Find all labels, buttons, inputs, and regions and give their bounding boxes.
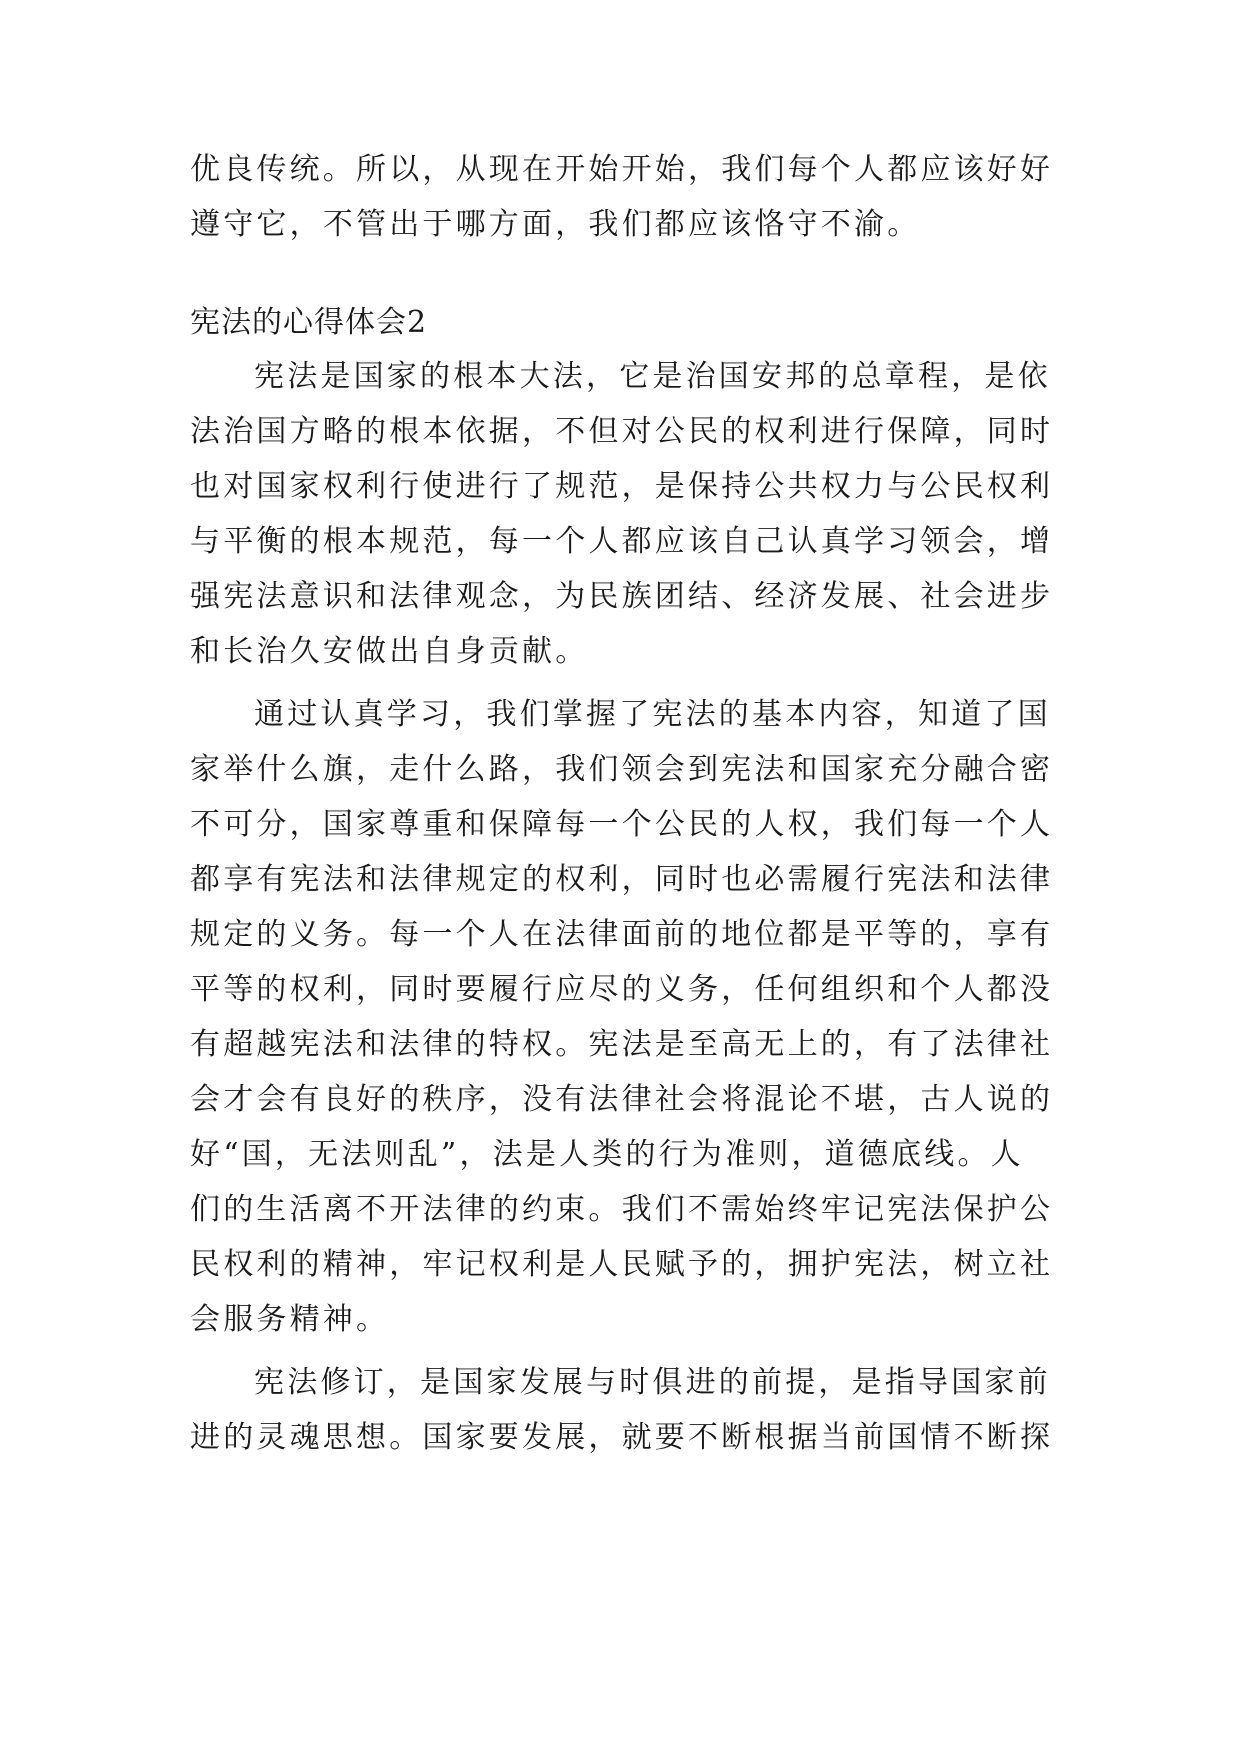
paragraph-1-line: 和长治久安做出自身贡献。 [190, 634, 589, 669]
text-line: 优良传统。所以，从现在开始开始，我们每个人都应该好好 [190, 152, 1054, 187]
paragraph-3-line-1: 宪法修订，是国家发展与时俱进的前提，是指导国家前 [254, 1365, 1051, 1400]
paragraph-2-line: 好“国，无法则乱”，法是人类的行为准则，道德底线。人 [190, 1137, 1024, 1172]
paragraph-2-line: 规定的义务。每一个人在法律面前的地位都是平等的，享有 [190, 917, 1054, 952]
paragraph-2-line: 会才会有良好的秩序，没有法律社会将混论不堪，古人说的 [190, 1082, 1054, 1117]
paragraph-1-line: 强宪法意识和法律观念，为民族团结、经济发展、社会进步 [190, 579, 1054, 614]
paragraph-1-line-1: 宪法是国家的根本大法，它是治国安邦的总章程，是依 [254, 359, 1051, 394]
paragraph-1-line: 与平衡的根本规范，每一个人都应该自己认真学习领会，增 [190, 524, 1054, 559]
paragraph-2-line: 不可分，国家尊重和保障每一个公民的人权，我们每一个人 [190, 807, 1054, 842]
paragraph-2-line: 们的生活离不开法律的约束。我们不需始终牢记宪法保护公 [190, 1192, 1054, 1227]
paragraph-2-line: 都享有宪法和法律规定的权利，同时也必需履行宪法和法律 [190, 862, 1054, 897]
paragraph-1-line: 也对国家权利行使进行了规范，是保持公共权力与公民权利 [190, 469, 1054, 504]
paragraph-2-line: 民权利的精神，牢记权利是人民赋予的，拥护宪法，树立社 [190, 1247, 1054, 1282]
paragraph-2-line: 平等的权利，同时要履行应尽的义务，任何组织和个人都没 [190, 972, 1054, 1007]
paragraph-2-line: 家举什么旗，走什么路，我们领会到宪法和国家充分融合密 [190, 752, 1054, 787]
paragraph-2-line: 有超越宪法和法律的特权。宪法是至高无上的，有了法律社 [190, 1027, 1054, 1062]
section-title: 宪法的心得体会2 [190, 305, 428, 340]
paragraph-2-line-1: 通过认真学习，我们掌握了宪法的基本内容，知道了国 [254, 697, 1051, 732]
paragraph-1-line: 法治国方略的根本依据，不但对公民的权利进行保障，同时 [190, 414, 1054, 449]
paragraph-2-line: 会服务精神。 [190, 1302, 390, 1337]
paragraph-3-line: 进的灵魂思想。国家要发展，就要不断根据当前国情不断探 [190, 1420, 1054, 1455]
text-line: 遵守它，不管出于哪方面，我们都应该恪守不渝。 [190, 207, 921, 242]
